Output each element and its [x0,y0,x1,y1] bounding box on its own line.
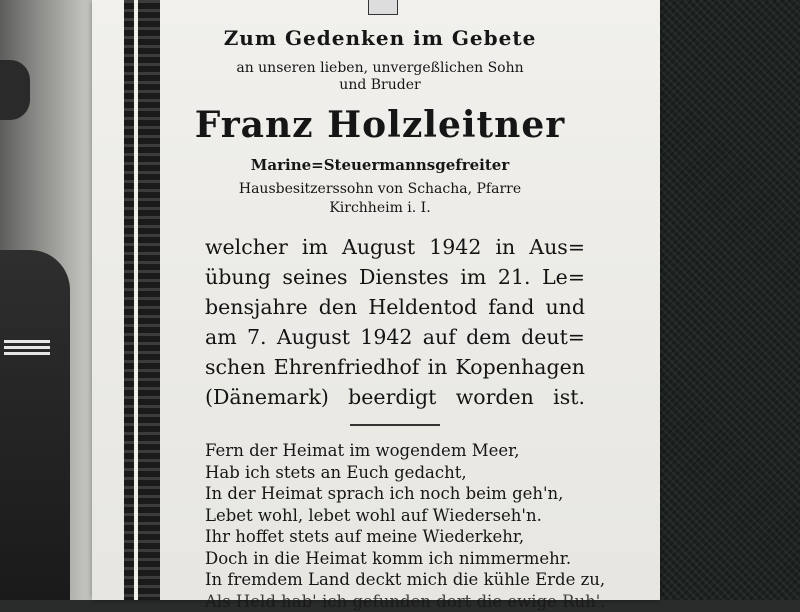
poem-line: Ihr hoffet stets auf meine Wiederkehr, [205,526,615,548]
body-line: welcher im August 1942 in Aus= [205,232,585,262]
uniform-stripe [4,352,50,355]
body-line: schen Ehrenfriedhof in Kopenhagen [205,352,585,382]
portrait-cap [0,60,30,120]
intro-line: an unseren lieben, unvergeßlichen Sohn [160,60,600,77]
intro-text [160,60,600,94]
cross-emblem-icon [368,0,398,15]
poem-line: Doch in die Heimat komm ich nimmermehr. [205,548,615,570]
poem-line: In fremdem Land deckt mich die kühle Erde zu, [205,569,615,591]
body-line: bensjahre den Heldentod fand und [205,292,585,322]
poem-line: Als Held hab' ich gefunden dort die ewige Ruh'. [205,591,615,612]
origin-line: Kirchheim i. I. [160,199,600,218]
mourning-border [124,0,160,600]
body-line: am 7. August 1942 auf dem deut= [205,322,585,352]
poem-line: Lebet wohl, lebet wohl auf Wiederseh'n. [205,505,615,527]
deceased-name: Franz Holzleitner [160,104,600,146]
origin-text [160,180,600,218]
intro-line: und Bruder [160,77,600,94]
memorial-body [205,232,585,412]
card-heading: Zum Gedenken im Gebete [160,26,600,50]
rank-title: Marine=Steuermannsgefreiter [160,156,600,174]
body-line: übung seines Dienstes im 21. Le= [205,262,585,292]
poem-line: Fern der Heimat im wogendem Meer, [205,440,615,462]
uniform-stripe [4,340,50,343]
uniform-stripe [4,346,50,349]
memorial-poem [205,440,615,612]
portrait-figure [0,250,70,600]
divider-rule [350,424,440,426]
portrait-photo [0,0,92,600]
body-line: (Dänemark) beerdigt worden ist. [205,382,585,412]
poem-line: Hab ich stets an Euch gedacht, [205,462,615,484]
origin-line: Hausbesitzerssohn von Schacha, Pfarre [160,180,600,199]
poem-line: In der Heimat sprach ich noch beim geh'n, [205,483,615,505]
